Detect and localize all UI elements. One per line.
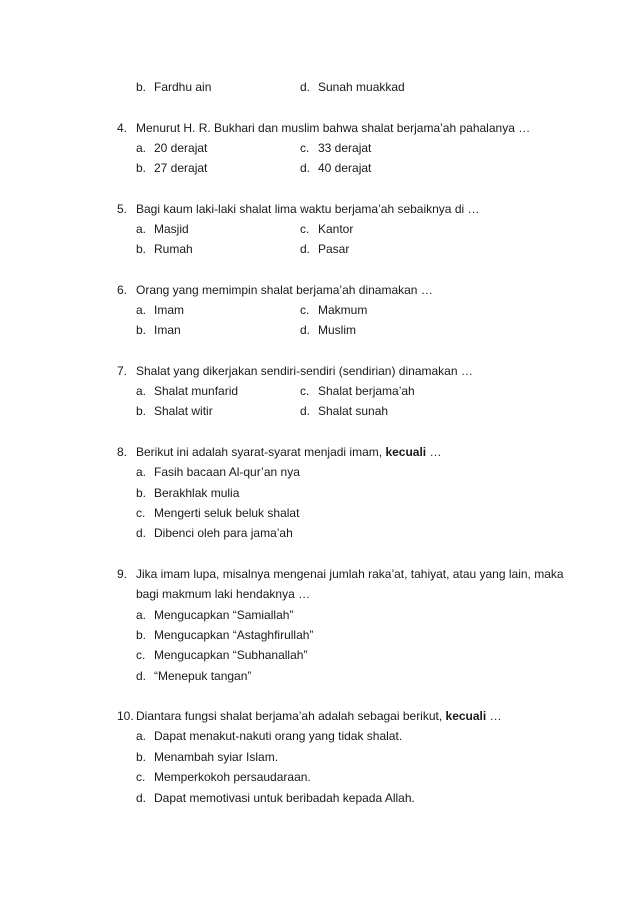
question-number: 7.	[117, 364, 128, 378]
option-letter: b.	[136, 750, 147, 764]
question-text: Jika imam lupa, misalnya mengenai jumlah raka’at, tahiyat, atau yang lain, maka	[136, 567, 564, 581]
option-letter: a.	[136, 384, 147, 398]
option-text: 20 derajat	[154, 141, 208, 155]
option-text: Mengucapkan “Subhanallah”	[154, 648, 308, 662]
option-letter: c.	[300, 222, 310, 236]
option-text: Kantor	[318, 222, 354, 236]
option-letter: b.	[136, 323, 147, 337]
option-letter: c.	[136, 770, 146, 784]
option-letter: c.	[300, 141, 310, 155]
question-text: Shalat yang dikerjakan sendiri-sendiri (sendirian) dinamakan …	[136, 364, 473, 378]
option-text: Fardhu ain	[154, 80, 212, 94]
option-letter: c.	[136, 506, 146, 520]
question-number: 10.	[117, 709, 134, 723]
option-text: Dibenci oleh para jama’ah	[154, 526, 293, 540]
question-text: Diantara fungsi shalat berjama’ah adalah sebagai berikut, kecuali …	[136, 709, 502, 723]
option-text: Berakhlak mulia	[154, 486, 240, 500]
option-letter: d.	[136, 669, 147, 683]
option-text: Mengucapkan “Astaghfirullah”	[154, 628, 314, 642]
option-letter: a.	[136, 608, 147, 622]
option-text: Shalat sunah	[318, 404, 389, 418]
option-letter: d.	[136, 791, 147, 805]
option-text: Mengerti seluk beluk shalat	[154, 506, 300, 520]
option-letter: b.	[136, 404, 147, 418]
emphasis-kecuali: kecuali	[385, 445, 427, 459]
option-letter: d.	[300, 80, 311, 94]
option-text: 40 derajat	[318, 161, 372, 175]
option-letter: a.	[136, 141, 147, 155]
option-letter: b.	[136, 242, 147, 256]
option-text: Mengucapkan “Samiallah”	[154, 608, 294, 622]
option-text: Pasar	[318, 242, 350, 256]
option-text: Masjid	[154, 222, 189, 236]
option-text: “Menepuk tangan”	[154, 669, 252, 683]
option-letter: d.	[136, 526, 147, 540]
option-text: Rumah	[154, 242, 193, 256]
option-letter: c.	[136, 648, 146, 662]
question-number: 8.	[117, 445, 128, 459]
question-text: Berikut ini adalah syarat-syarat menjadi imam, kecuali …	[136, 445, 442, 459]
option-letter: b.	[136, 486, 147, 500]
option-letter: d.	[300, 242, 311, 256]
option-text: Makmum	[318, 303, 368, 317]
option-text: Sunah muakkad	[318, 80, 405, 94]
question-number: 4.	[117, 121, 128, 135]
option-letter: c.	[300, 384, 310, 398]
option-letter: a.	[136, 729, 147, 743]
option-letter: d.	[300, 323, 311, 337]
option-letter: b.	[136, 80, 147, 94]
option-letter: d.	[300, 404, 311, 418]
question-text: Orang yang memimpin shalat berjama’ah dinamakan …	[136, 283, 433, 297]
question-number: 9.	[117, 567, 128, 581]
option-text: Dapat memotivasi untuk beribadah kepada Allah.	[154, 791, 415, 805]
option-text: Shalat berjama’ah	[318, 384, 415, 398]
option-letter: a.	[136, 222, 147, 236]
question-number: 5.	[117, 202, 128, 216]
question-text: Bagi kaum laki-laki shalat lima waktu berjama’ah sebaiknya di …	[136, 202, 480, 216]
question-text: Menurut H. R. Bukhari dan muslim bahwa shalat berjama’ah pahalanya …	[136, 121, 531, 135]
option-letter: d.	[300, 161, 311, 175]
option-text: Shalat munfarid	[154, 384, 239, 398]
option-text: 33 derajat	[318, 141, 372, 155]
option-text: Memperkokoh persaudaraan.	[154, 770, 311, 784]
option-text: Shalat witir	[154, 404, 213, 418]
option-text: Dapat menakut-nakuti orang yang tidak shalat.	[154, 729, 403, 743]
option-text: Fasih bacaan Al-qur’an nya	[154, 465, 300, 479]
option-letter: c.	[300, 303, 310, 317]
option-text: Menambah syiar Islam.	[154, 750, 279, 764]
option-letter: a.	[136, 465, 147, 479]
option-text: 27 derajat	[154, 161, 208, 175]
question-number: 6.	[117, 283, 128, 297]
option-text: Muslim	[318, 323, 356, 337]
option-letter: b.	[136, 161, 147, 175]
question-text: bagi makmum laki hendaknya …	[136, 587, 311, 601]
option-letter: b.	[136, 628, 147, 642]
emphasis-kecuali: kecuali	[445, 709, 487, 723]
option-text: Imam	[154, 303, 184, 317]
option-text: Iman	[154, 323, 181, 337]
option-letter: a.	[136, 303, 147, 317]
